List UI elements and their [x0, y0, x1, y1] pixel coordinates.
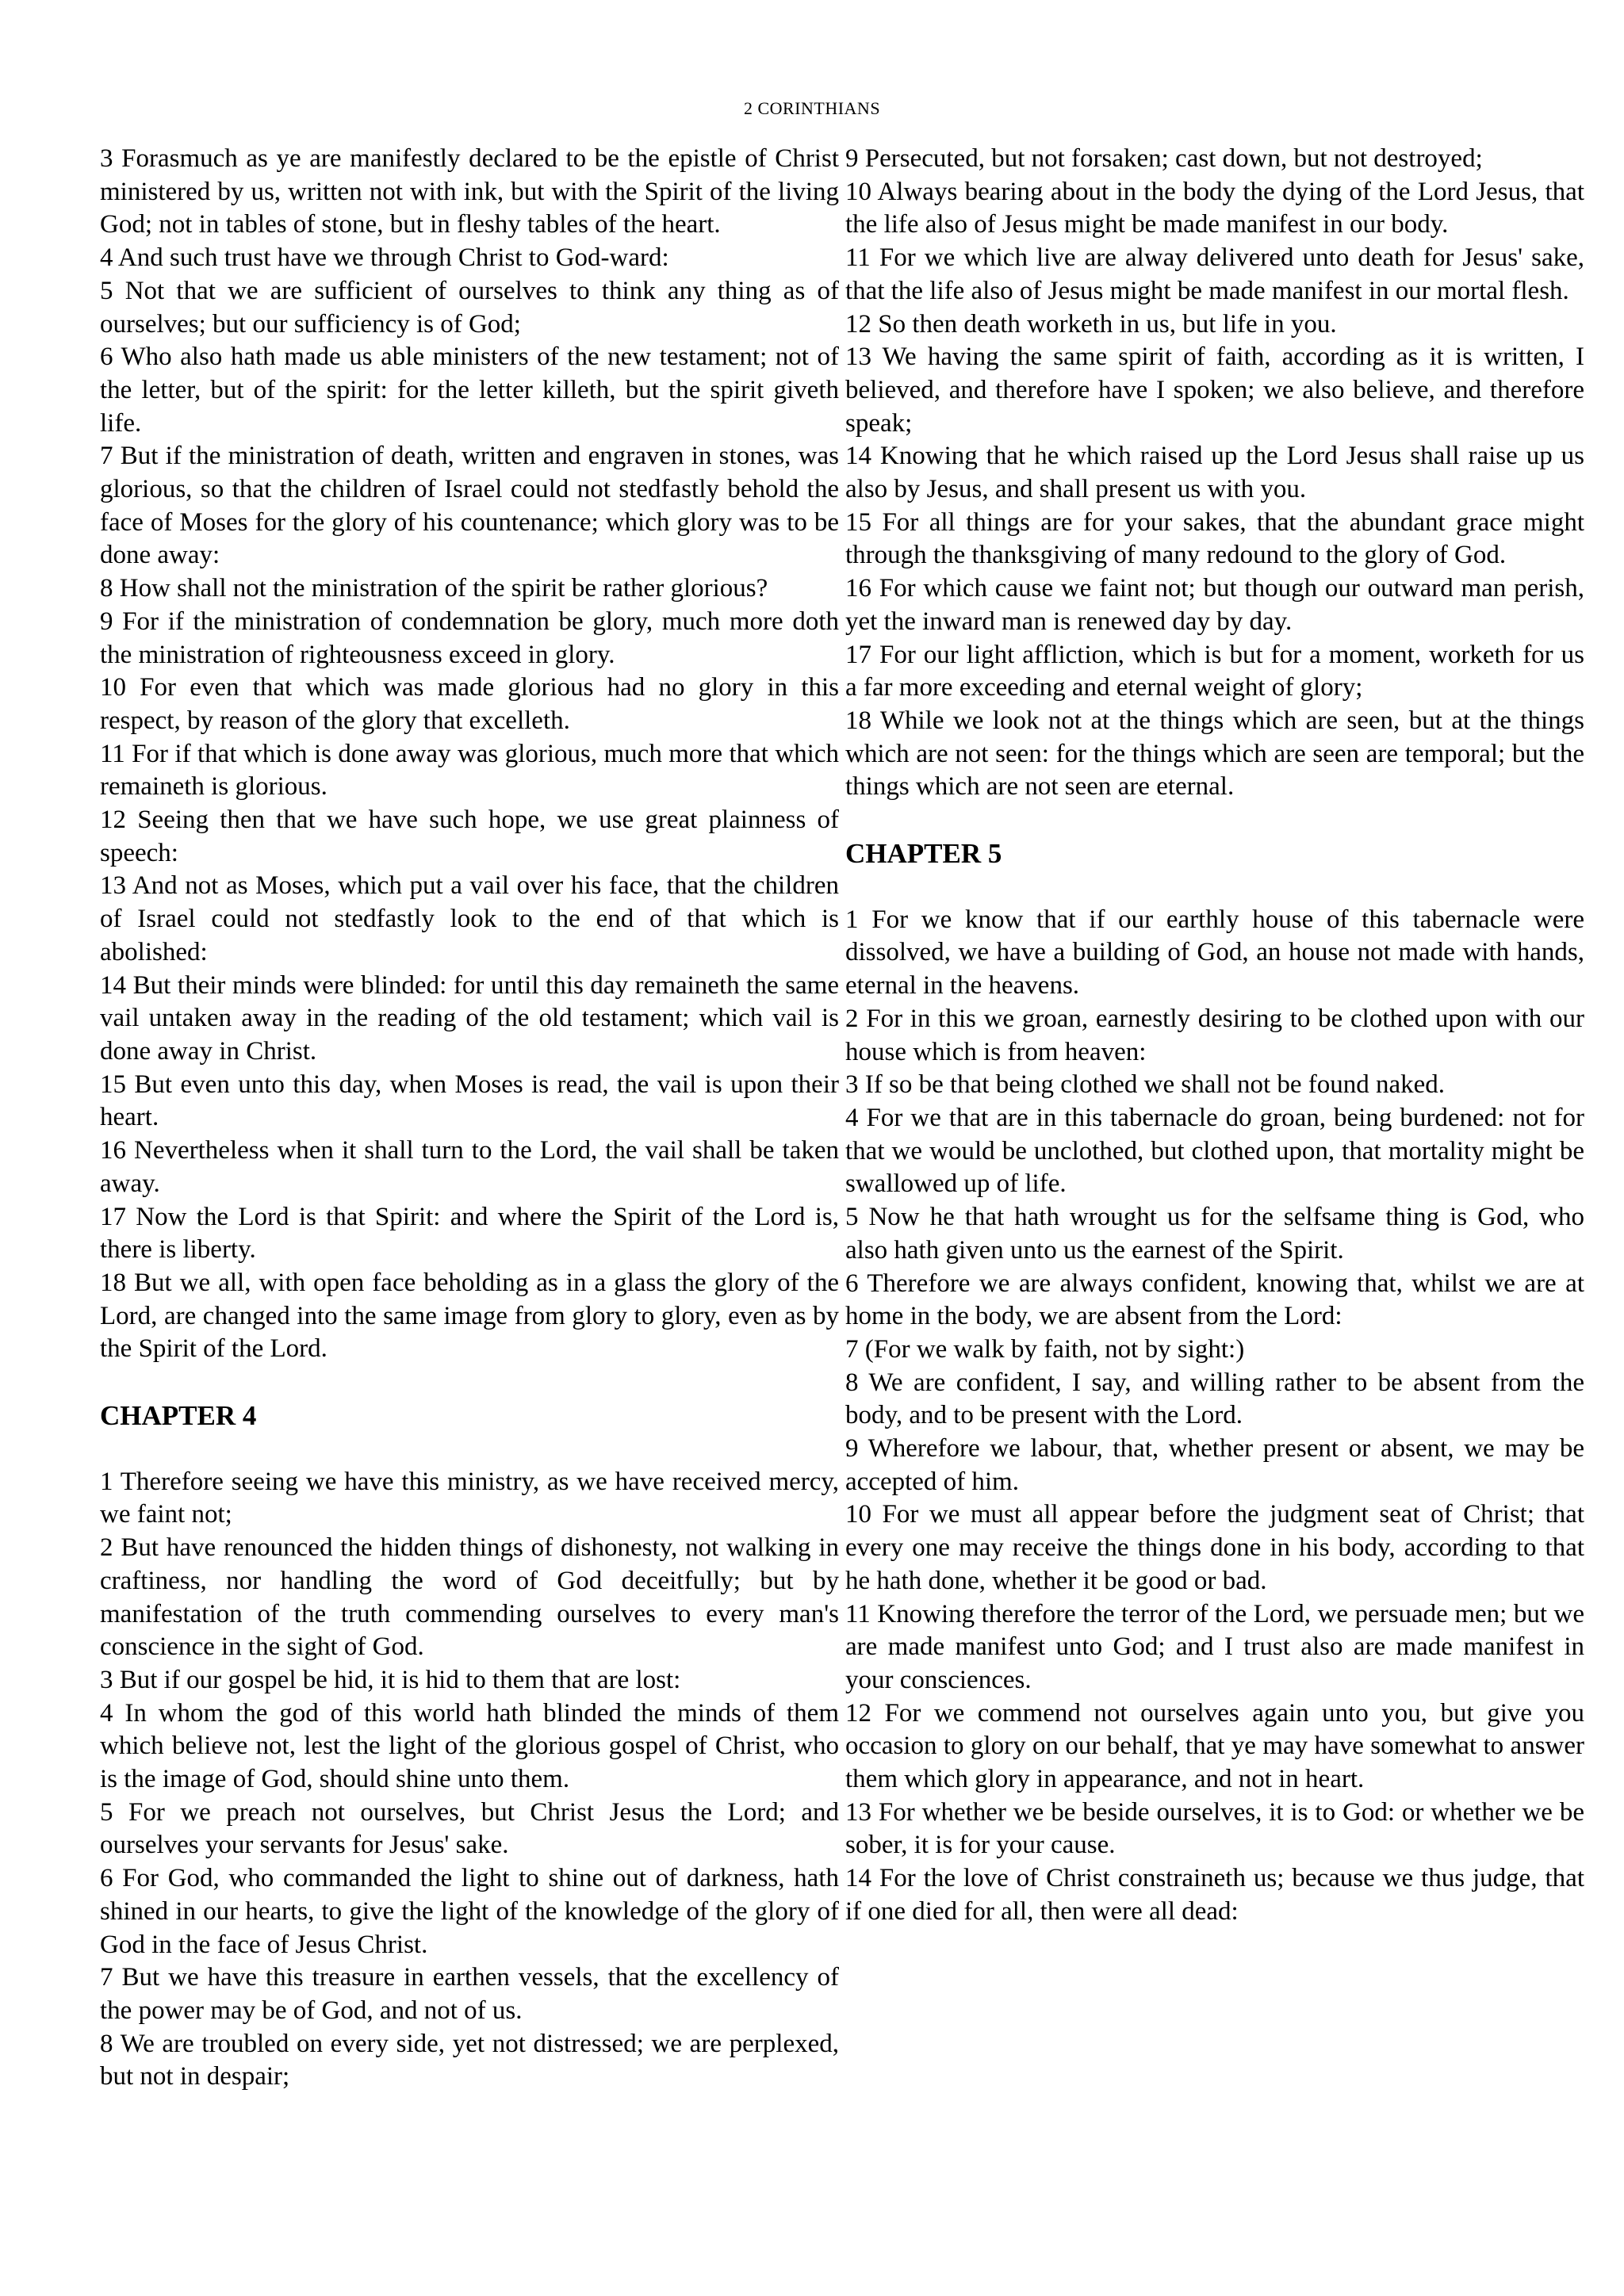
- verse: 4 And such trust have we through Christ to God-ward:: [100, 243, 669, 273]
- verse: 18 While we look not at the things which are seen, but at the things which are not seen: for the things which are seen are temporal; but the things which are not seen are eternal.: [845, 706, 1584, 802]
- verse: 1 Therefore seeing we have this ministry, as we have received mercy, we faint not;: [100, 1467, 839, 1529]
- verse: 5 Not that we are sufficient of ourselves to think any thing as of ourselves; but our sufficiency is of God;: [100, 276, 839, 339]
- verse: 6 Therefore we are always confident, knowing that, whilst we are at home in the body, we are absent from the Lord:: [845, 1269, 1584, 1331]
- verse: 4 For we that are in this tabernacle do groan, being burdened: not for that we would be unclothed, but clothed upon, that mortality might be swallowed up of life.: [845, 1103, 1584, 1199]
- verse: 7 (For we walk by faith, not by sight:): [845, 1334, 1245, 1364]
- verse: 18 But we all, with open face beholding as in a glass the glory of the Lord, are changed into the same image from glory to glory, even as by the Spirit of the Lord.: [100, 1268, 839, 1364]
- verse: 14 For the love of Christ constraineth us; because we thus judge, that if one died for all, then were all dead:: [845, 1864, 1584, 1926]
- right-column: [845, 143, 1584, 1929]
- verse: 9 For if the ministration of condemnation be glory, much more doth the ministration of righteousness exceed in glory.: [100, 607, 839, 669]
- verse: 9 Persecuted, but not forsaken; cast down, but not destroyed;: [845, 144, 1483, 173]
- verse: 8 We are confident, I say, and willing rather to be absent from the body, and to be present with the Lord.: [845, 1368, 1584, 1430]
- verse: 7 But if the ministration of death, written and engraven in stones, was glorious, so that the children of Israel could not stedfastly behold the face of Moses for the glory of his countenance; which glory was to be done away:: [100, 442, 839, 570]
- verse: 1 For we know that if our earthly house of this tabernacle were dissolved, we have a building of God, an house not made with hands, eternal in the heavens.: [845, 905, 1584, 1001]
- verse: 15 But even unto this day, when Moses is read, the vail is upon their heart.: [100, 1070, 839, 1132]
- verse: 7 But we have this treasure in earthen vessels, that the excellency of the power may be of God, and not of us.: [100, 1963, 839, 2025]
- verse: 5 Now he that hath wrought us for the selfsame thing is God, who also hath given unto us the earnest of the Spirit.: [845, 1203, 1584, 1265]
- verse: 13 We having the same spirit of faith, according as it is written, I believed, and therefore have I spoken; we also believe, and therefore speak;: [845, 342, 1584, 438]
- verse: 12 So then death worketh in us, but life in you.: [845, 309, 1337, 339]
- verse: 16 Nevertheless when it shall turn to the Lord, the vail shall be taken away.: [100, 1136, 839, 1198]
- verse: 3 But if our gospel be hid, it is hid to them that are lost:: [100, 1665, 681, 1694]
- chapter-5-heading: CHAPTER 5: [845, 838, 1002, 870]
- verse: 10 Always bearing about in the body the dying of the Lord Jesus, that the life also of Jesus might be made manifest in our body.: [845, 177, 1584, 239]
- verse: 3 If so be that being clothed we shall not be found naked.: [845, 1070, 1446, 1100]
- verse: 8 We are troubled on every side, yet not distressed; we are perplexed, but not in despair;: [100, 2029, 839, 2091]
- running-title: 2 CORINTHIANS: [743, 98, 881, 118]
- verse: 13 For whether we be beside ourselves, it is to God: or whether we be sober, it is for your cause.: [845, 1797, 1584, 1860]
- verse: 11 For if that which is done away was glorious, much more that which remaineth is glorious.: [100, 739, 839, 802]
- verse: 4 In whom the god of this world hath blinded the minds of them which believe not, lest the light of the glorious gospel of Christ, who is the image of God, should shine unto them.: [100, 1698, 839, 1794]
- verse: 3 Forasmuch as ye are manifestly declared to be the epistle of Christ ministered by us, written not with ink, but with the Spirit of the living God; not in tables of stone, but in fleshy tables of the heart.: [100, 144, 839, 239]
- verse: 11 For we which live are alway delivered unto death for Jesus' sake, that the life also of Jesus might be made manifest in our mortal flesh.: [845, 243, 1584, 305]
- verse: 11 Knowing therefore the terror of the Lord, we persuade men; but we are made manifest unto God; and I trust also are made manifest in your consciences.: [845, 1599, 1584, 1694]
- verse: 12 Seeing then that we have such hope, we use great plainness of speech:: [100, 806, 839, 867]
- verse: 17 For our light affliction, which is but for a moment, worketh for us a far more exceeding and eternal weight of glory;: [845, 640, 1584, 702]
- chapter-4-heading: CHAPTER 4: [100, 1400, 257, 1432]
- verse: 2 But have renounced the hidden things of dishonesty, not walking in craftiness, nor handling the word of God deceitfully; but by manifestation of the truth commending ourselves to every man's conscience in the sight of God.: [100, 1533, 839, 1662]
- verse: 2 For in this we groan, earnestly desiring to be clothed upon with our house which is from heaven:: [845, 1004, 1584, 1066]
- verse: 16 For which cause we faint not; but though our outward man perish, yet the inward man is renewed day by day.: [845, 574, 1584, 636]
- verse: 6 For God, who commanded the light to shine out of darkness, hath shined in our hearts, to give the light of the knowledge of the glory of God in the face of Jesus Christ.: [100, 1864, 839, 1959]
- verse: 9 Wherefore we labour, that, whether present or absent, we may be accepted of him.: [845, 1434, 1584, 1496]
- verse: 14 But their minds were blinded: for until this day remaineth the same vail untaken away in the reading of the old testament; which vail is done away in Christ.: [100, 970, 839, 1066]
- verse: 12 For we commend not ourselves again unto you, but give you occasion to glory on our behalf, that ye may have somewhat to answer them which glory in appearance, and not in heart.: [845, 1698, 1584, 1794]
- verse: 10 For we must all appear before the judgment seat of Christ; that every one may receive the things done in his body, according to that he hath done, whether it be good or bad.: [845, 1500, 1584, 1595]
- verse: 17 Now the Lord is that Spirit: and where the Spirit of the Lord is, there is liberty.: [100, 1202, 839, 1265]
- verse: 13 And not as Moses, which put a vail over his face, that the children of Israel could not stedfastly look to the end of that which is abolished:: [100, 871, 839, 966]
- verse: 8 How shall not the ministration of the spirit be rather glorious?: [100, 574, 768, 603]
- verse: 14 Knowing that he which raised up the Lord Jesus shall raise up us also by Jesus, and shall present us with you.: [845, 442, 1584, 504]
- verse: 15 For all things are for your sakes, that the abundant grace might through the thanksgiving of many redound to the glory of God.: [845, 507, 1584, 570]
- verse: 5 For we preach not ourselves, but Christ Jesus the Lord; and ourselves your servants for Jesus' sake.: [100, 1797, 839, 1860]
- verse: 6 Who also hath made us able ministers of the new testament; not of the letter, but of the spirit: for the letter killeth, but the spirit giveth life.: [100, 342, 839, 438]
- left-column: [100, 143, 839, 2094]
- verse: 10 For even that which was made glorious had no glory in this respect, by reason of the glory that excelleth.: [100, 673, 839, 735]
